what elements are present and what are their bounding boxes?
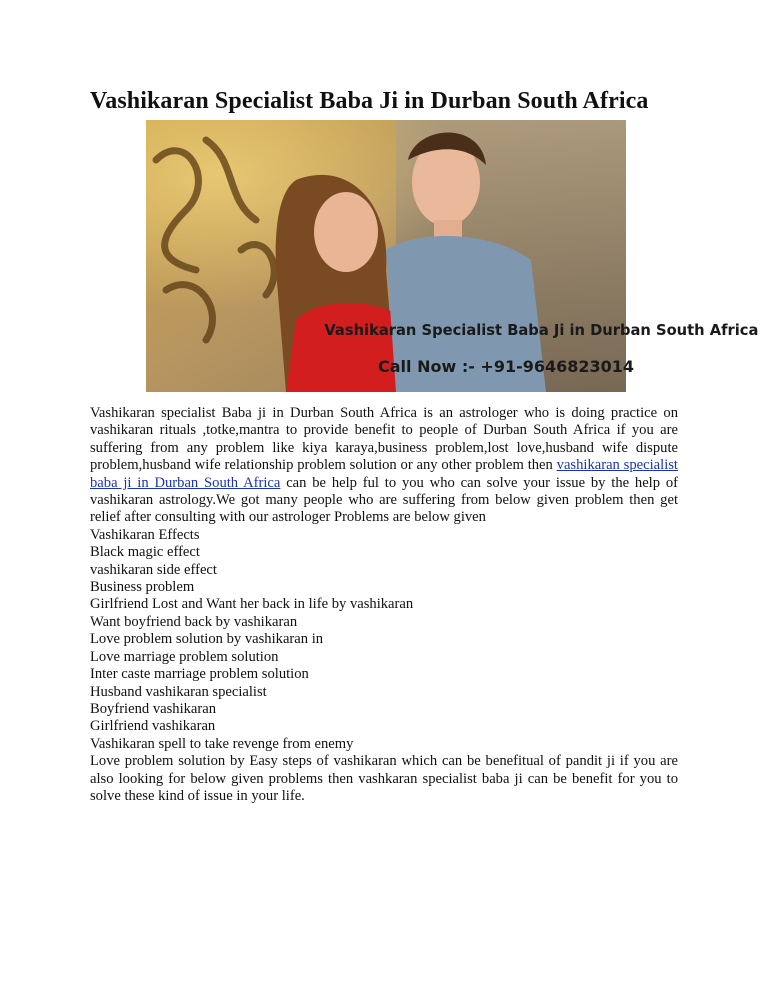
list-item: vashikaran side effect <box>90 561 217 578</box>
problems-list <box>90 527 678 753</box>
list-item: Husband vashikaran specialist <box>90 683 267 700</box>
closing-paragraph: Love problem solution by Easy steps of vashikaran which can be benefitual of pandit ji if you are also looking for below given problems then vashkaran specialist baba ji can be benefit for you to solve these kind of issue in your life. <box>90 753 678 804</box>
specialist-link[interactable]: vashikaran specialist baba ji in Durban South Africa <box>90 457 678 491</box>
intro-text-start: Vashikaran specialist Baba ji in Durban South Africa is an astrologer who is doing practice on vashikaran rituals ,totke,mantra to provide benefit to people of Durban South Africa if you are suffering from any problem like kiya karaya,business problem,lost love,husband wife dispute problem,husband wife relationship problem solution or any other problem then <box>90 405 678 474</box>
photo-overlay-title: Vashikaran Specialist Baba Ji in Durban South Africa <box>324 320 759 340</box>
list-item: Vashikaran Effects <box>90 526 200 543</box>
intro-paragraph <box>90 405 678 527</box>
article-body <box>90 405 678 805</box>
couple-photo <box>146 120 759 392</box>
list-item: Love problem solution by vashikaran in <box>90 631 324 648</box>
photo-overlay-phone: Call Now :- +91-9646823014 <box>378 357 635 376</box>
intro-text-end: can be help ful to you who can solve your issue by the help of vashikaran astrology.We got many people who are suffering from below given problem then get relief after consulting with our astrologer Problems are below given <box>90 474 679 526</box>
list-item: Boyfriend vashikaran <box>90 700 217 717</box>
list-item: Girlfriend Lost and Want her back in life by vashikaran <box>90 596 414 613</box>
page-title: Vashikaran Specialist Baba Ji in Durban South Africa <box>90 88 649 114</box>
list-item: Business problem <box>90 579 195 596</box>
list-item: Black magic effect <box>90 544 200 561</box>
list-item: Love marriage problem solution <box>90 648 279 665</box>
list-item: Want boyfriend back by vashikaran <box>90 613 298 630</box>
list-item: Vashikaran spell to take revenge from enemy <box>90 735 354 752</box>
list-item: Inter caste marriage problem solution <box>90 666 309 683</box>
list-item: Girlfriend vashikaran <box>90 718 216 735</box>
